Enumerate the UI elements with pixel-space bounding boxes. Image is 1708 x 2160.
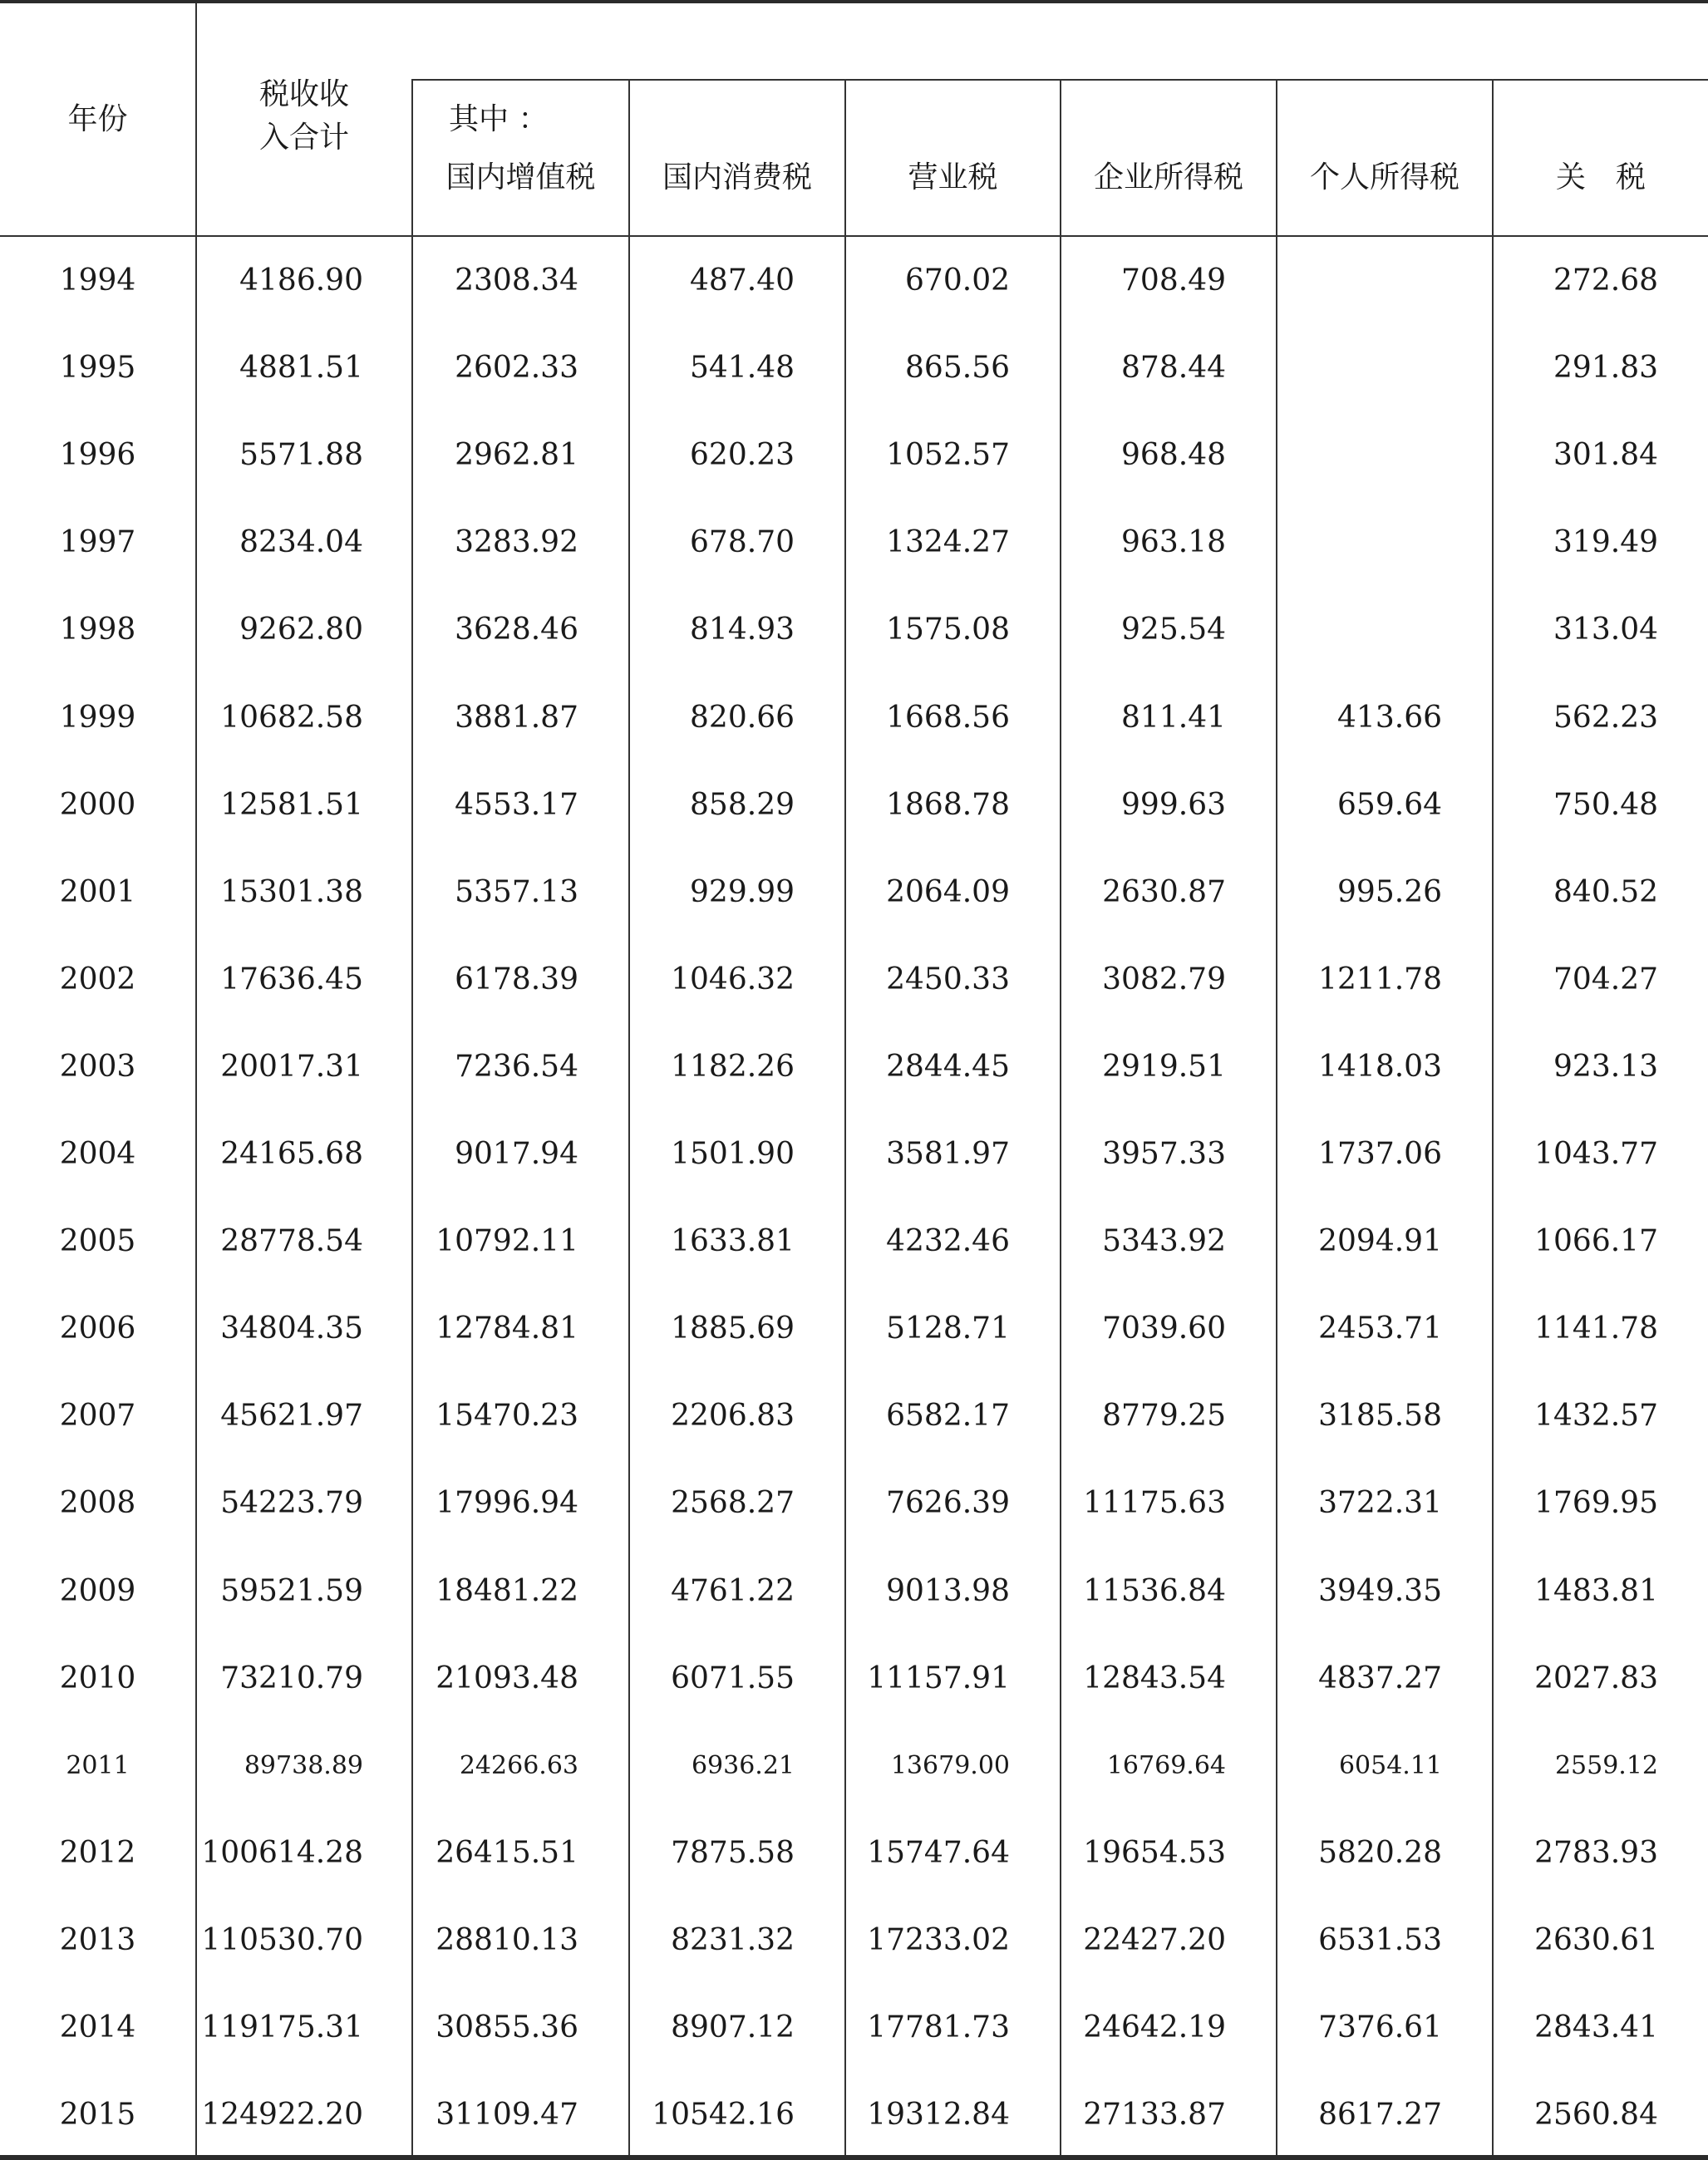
cell-total: 9262.80: [239, 613, 363, 647]
cell-year: 1999: [59, 701, 136, 735]
cell-corporate: 3082.79: [1102, 962, 1226, 996]
cell-personal: 2453.71: [1318, 1311, 1442, 1346]
cell-total: 89738.89: [244, 1751, 363, 1780]
cell-customs: 562.23: [1553, 701, 1658, 735]
cell-corporate: 963.18: [1121, 525, 1226, 559]
cell-corporate: 12843.54: [1083, 1661, 1226, 1695]
cell-personal: 2094.91: [1318, 1224, 1442, 1258]
cell-business: 1575.08: [886, 613, 1010, 647]
cell-vat: 21093.48: [436, 1661, 578, 1695]
cell-vat: 7236.54: [455, 1050, 578, 1084]
table-row: [0, 1198, 1708, 1285]
cell-consumption: 10542.16: [652, 2098, 795, 2132]
cell-year: 2008: [59, 1486, 136, 1520]
cell-year: 2005: [59, 1224, 136, 1258]
cell-consumption: 814.93: [690, 613, 795, 647]
cell-consumption: 541.48: [690, 351, 795, 385]
cell-customs: 840.52: [1553, 875, 1658, 909]
table-row: [0, 586, 1708, 673]
cell-total: 45621.97: [220, 1399, 363, 1433]
cell-year: 2010: [59, 1661, 136, 1695]
cell-customs: 313.04: [1553, 613, 1658, 647]
cell-consumption: 1501.90: [671, 1137, 795, 1171]
cell-total: 119175.31: [201, 2010, 363, 2044]
cell-total: 100614.28: [201, 1836, 363, 1870]
cell-consumption: 678.70: [690, 525, 795, 559]
cell-total: 10682.58: [220, 701, 363, 735]
cell-year: 1998: [59, 613, 136, 647]
cell-personal: 6531.53: [1318, 1923, 1442, 1957]
cell-corporate: 19654.53: [1083, 1836, 1226, 1870]
cell-customs: 1483.81: [1534, 1574, 1658, 1608]
cell-vat: 2962.81: [455, 438, 578, 472]
cell-consumption: 4761.22: [671, 1574, 795, 1608]
cell-vat: 9017.94: [455, 1137, 578, 1171]
cell-consumption: 7875.58: [671, 1836, 795, 1870]
cell-business: 2844.45: [886, 1050, 1010, 1084]
cell-customs: 1769.95: [1534, 1486, 1658, 1520]
table-row: [0, 1984, 1708, 2071]
cell-corporate: 811.41: [1121, 701, 1226, 735]
cell-business: 2064.09: [886, 875, 1010, 909]
cell-year: 2009: [59, 1574, 136, 1608]
cell-personal: 7376.61: [1318, 2010, 1442, 2044]
cell-customs: 2843.41: [1534, 2010, 1658, 2044]
cell-corporate: 11536.84: [1083, 1574, 1226, 1608]
table-row: [0, 1459, 1708, 1547]
cell-vat: 3628.46: [455, 613, 578, 647]
cell-total: 54223.79: [220, 1486, 363, 1520]
cell-consumption: 8231.32: [671, 1923, 795, 1957]
cell-consumption: 820.66: [690, 701, 795, 735]
cell-business: 15747.64: [867, 1836, 1010, 1870]
table-row: [0, 761, 1708, 849]
cell-consumption: 1046.32: [671, 962, 795, 996]
cell-customs: 2783.93: [1534, 1836, 1658, 1870]
cell-personal: 8617.27: [1318, 2098, 1442, 2132]
cell-customs: 2559.12: [1554, 1751, 1658, 1780]
cell-business: 3581.97: [886, 1137, 1010, 1171]
cell-business: 2450.33: [886, 962, 1010, 996]
cell-consumption: 6936.21: [691, 1751, 795, 1780]
header-business: 营业税: [908, 160, 998, 194]
cell-year: 2006: [59, 1311, 136, 1346]
cell-corporate: 3957.33: [1102, 1137, 1226, 1171]
cell-personal: [1277, 586, 1442, 673]
cell-business: 7626.39: [886, 1486, 1010, 1520]
cell-personal: 5820.28: [1318, 1836, 1442, 1870]
cell-vat: 30855.36: [436, 2010, 578, 2044]
cell-consumption: 6071.55: [671, 1661, 795, 1695]
table-row: [0, 1635, 1708, 1722]
cell-vat: 26415.51: [436, 1836, 578, 1870]
cell-customs: 319.49: [1553, 525, 1658, 559]
cell-vat: 3283.92: [455, 525, 578, 559]
cell-vat: 4553.17: [455, 788, 578, 822]
cell-business: 17781.73: [867, 2010, 1010, 2044]
cell-year: 2003: [59, 1050, 136, 1084]
header-year: 年份: [67, 102, 128, 136]
header-consumption: 国内消费税: [662, 160, 812, 194]
cell-total: 20017.31: [220, 1050, 363, 1084]
cell-personal: 3185.58: [1318, 1399, 1442, 1433]
table-row: [0, 674, 1708, 761]
cell-total: 12581.51: [220, 788, 363, 822]
cell-year: 2007: [59, 1399, 136, 1433]
cell-business: 865.56: [905, 351, 1010, 385]
cell-corporate: 8779.25: [1102, 1399, 1226, 1433]
cell-vat: 2602.33: [455, 351, 578, 385]
cell-business: 1668.56: [886, 701, 1010, 735]
cell-corporate: 16769.64: [1106, 1751, 1226, 1780]
cell-customs: 704.27: [1553, 962, 1658, 996]
cell-consumption: 1633.81: [671, 1224, 795, 1258]
cell-corporate: 11175.63: [1083, 1486, 1226, 1520]
cell-vat: 3881.87: [455, 701, 578, 735]
cell-customs: 2630.61: [1534, 1923, 1658, 1957]
cell-vat: 6178.39: [455, 962, 578, 996]
cell-vat: 28810.13: [436, 1923, 578, 1957]
cell-total: 17636.45: [220, 962, 363, 996]
cell-year: 1995: [59, 351, 136, 385]
header-total: [197, 73, 411, 160]
cell-vat: 24266.63: [459, 1751, 578, 1780]
cell-consumption: 8907.12: [671, 2010, 795, 2044]
cell-corporate: 878.44: [1121, 351, 1226, 385]
cell-customs: 272.68: [1553, 263, 1658, 298]
cell-year: 2013: [59, 1923, 136, 1957]
cell-business: 6582.17: [886, 1399, 1010, 1433]
cell-consumption: 1182.26: [671, 1050, 795, 1084]
cell-corporate: 708.49: [1121, 263, 1226, 298]
table-row: [0, 1372, 1708, 1459]
cell-vat: 15470.23: [436, 1399, 578, 1433]
cell-personal: 4837.27: [1318, 1661, 1442, 1695]
cell-year: 2014: [59, 2010, 136, 2044]
cell-consumption: 487.40: [690, 263, 795, 298]
cell-consumption: 620.23: [690, 438, 795, 472]
cell-year: 2001: [59, 875, 136, 909]
cell-total: 24165.68: [220, 1137, 363, 1171]
cell-corporate: 27133.87: [1083, 2098, 1226, 2132]
cell-business: 9013.98: [886, 1574, 1010, 1608]
cell-business: 1868.78: [886, 788, 1010, 822]
cell-vat: 2308.34: [455, 263, 578, 298]
cell-personal: 1211.78: [1318, 962, 1442, 996]
cell-total: 8234.04: [239, 525, 363, 559]
table-row: [0, 1023, 1708, 1110]
cell-business: 17233.02: [867, 1923, 1010, 1957]
cell-personal: 659.64: [1337, 788, 1442, 822]
cell-total: 73210.79: [220, 1661, 363, 1695]
cell-year: 2000: [59, 788, 136, 822]
cell-total: 5571.88: [239, 438, 363, 472]
cell-corporate: 7039.60: [1102, 1311, 1226, 1346]
cell-customs: 301.84: [1553, 438, 1658, 472]
table-row: [0, 411, 1708, 499]
table-row: [0, 849, 1708, 936]
cell-corporate: 968.48: [1121, 438, 1226, 472]
cell-business: 1052.57: [886, 438, 1010, 472]
cell-vat: 5357.13: [455, 875, 578, 909]
cell-vat: 18481.22: [436, 1574, 578, 1608]
cell-total: 110530.70: [201, 1923, 363, 1957]
cell-personal: 1737.06: [1318, 1137, 1442, 1171]
cell-total: 28778.54: [220, 1224, 363, 1258]
table-row: [0, 1547, 1708, 1635]
cell-customs: 291.83: [1553, 351, 1658, 385]
table-row: [0, 499, 1708, 586]
table-row: [0, 1809, 1708, 1897]
cell-total: 124922.20: [201, 2098, 363, 2132]
header-personal: 个人所得税: [1309, 160, 1459, 194]
cell-personal: [1277, 411, 1442, 499]
cell-total: 15301.38: [220, 875, 363, 909]
cell-personal: [1277, 237, 1442, 324]
table-row: [0, 237, 1708, 324]
cell-corporate: 24642.19: [1083, 2010, 1226, 2044]
cell-personal: 413.66: [1337, 701, 1442, 735]
cell-personal: 3722.31: [1318, 1486, 1442, 1520]
cell-year: 2015: [59, 2098, 136, 2132]
cell-customs: 1043.77: [1534, 1137, 1658, 1171]
cell-year: 1997: [59, 525, 136, 559]
cell-corporate: 2919.51: [1102, 1050, 1226, 1084]
table-row: [0, 1110, 1708, 1198]
header-corporate: 企业所得税: [1093, 160, 1243, 194]
cell-customs: 1432.57: [1534, 1399, 1658, 1433]
cell-customs: 1141.78: [1534, 1311, 1658, 1346]
cell-consumption: 1885.69: [671, 1311, 795, 1346]
cell-consumption: 858.29: [690, 788, 795, 822]
cell-year: 2011: [66, 1751, 130, 1780]
cell-year: 2012: [59, 1836, 136, 1870]
cell-corporate: 2630.87: [1102, 875, 1226, 909]
header-total-line2: 入合计: [258, 121, 349, 155]
cell-customs: 1066.17: [1534, 1224, 1658, 1258]
header-of-which: 其中 ：: [449, 102, 549, 136]
cell-year: 1996: [59, 438, 136, 472]
cell-consumption: 2206.83: [671, 1399, 795, 1433]
table-row: [0, 1897, 1708, 1984]
cell-year: 2002: [59, 962, 136, 996]
cell-corporate: 925.54: [1121, 613, 1226, 647]
cell-personal: [1277, 324, 1442, 411]
cell-vat: 10792.11: [436, 1224, 578, 1258]
cell-year: 2004: [59, 1137, 136, 1171]
cell-corporate: 999.63: [1121, 788, 1226, 822]
cell-vat: 31109.47: [436, 2098, 578, 2132]
table-row: [0, 1722, 1708, 1809]
cell-personal: 995.26: [1337, 875, 1442, 909]
cell-personal: [1277, 499, 1442, 586]
cell-total: 4881.51: [239, 351, 363, 385]
header-total-line1: 税收收: [258, 77, 349, 111]
cell-business: 11157.91: [867, 1661, 1010, 1695]
cell-personal: 1418.03: [1318, 1050, 1442, 1084]
cell-business: 670.02: [905, 263, 1010, 298]
header-customs: 关 税: [1555, 160, 1646, 194]
cell-business: 5128.71: [886, 1311, 1010, 1346]
cell-vat: 12784.81: [436, 1311, 578, 1346]
table-row: [0, 324, 1708, 411]
cell-personal: 6054.11: [1338, 1751, 1442, 1780]
cell-year: 1994: [59, 263, 136, 298]
table-row: [0, 936, 1708, 1023]
cell-total: 4186.90: [239, 263, 363, 298]
cell-corporate: 22427.20: [1083, 1923, 1226, 1957]
cell-customs: 923.13: [1553, 1050, 1658, 1084]
table-row: [0, 1285, 1708, 1372]
cell-customs: 2027.83: [1534, 1661, 1658, 1695]
cell-consumption: 929.99: [690, 875, 795, 909]
cell-total: 59521.59: [220, 1574, 363, 1608]
cell-corporate: 5343.92: [1102, 1224, 1226, 1258]
cell-customs: 750.48: [1553, 788, 1658, 822]
cell-business: 1324.27: [886, 525, 1010, 559]
cell-vat: 17996.94: [436, 1486, 578, 1520]
cell-business: 13679.00: [890, 1751, 1010, 1780]
header-vat: 国内增值税: [445, 160, 596, 194]
cell-business: 4232.46: [886, 1224, 1010, 1258]
cell-personal: 3949.35: [1318, 1574, 1442, 1608]
cell-customs: 2560.84: [1534, 2098, 1658, 2132]
cell-consumption: 2568.27: [671, 1486, 795, 1520]
cell-total: 34804.35: [220, 1311, 363, 1346]
table-row: [0, 2071, 1708, 2158]
table-top-rule: [0, 0, 1708, 3]
cell-business: 19312.84: [867, 2098, 1010, 2132]
